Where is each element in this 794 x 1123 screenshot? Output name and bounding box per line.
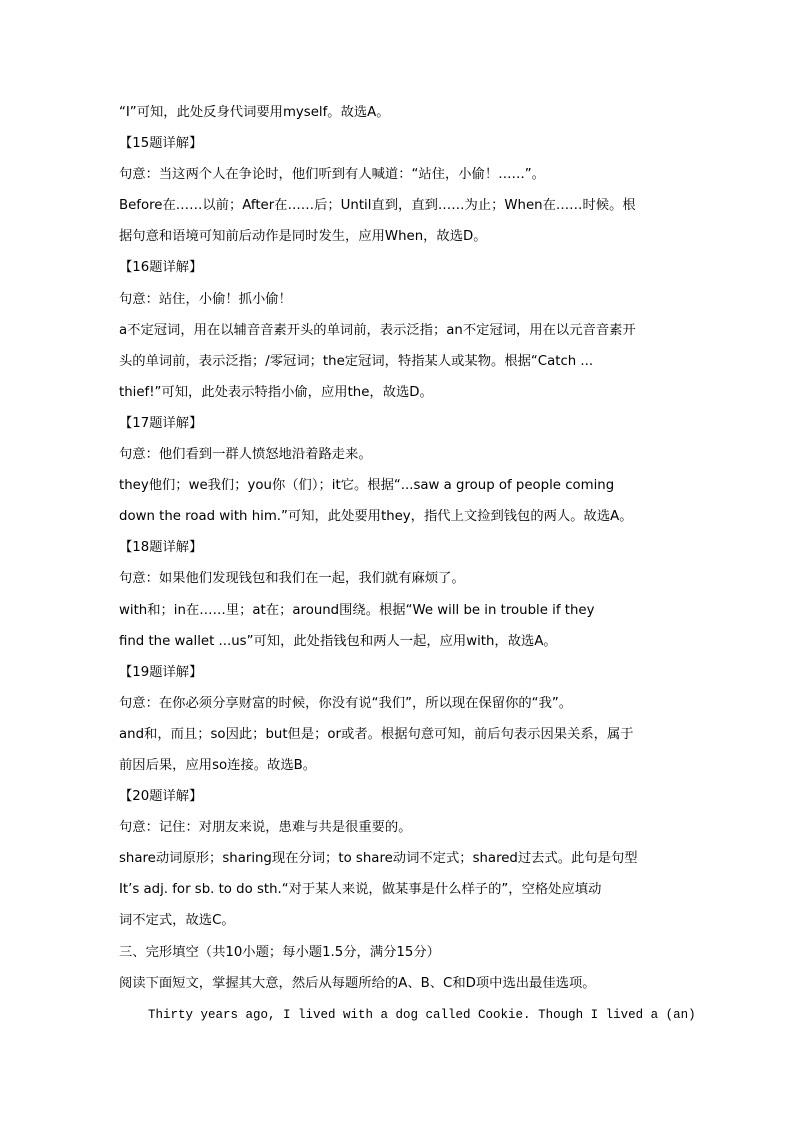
text-line: 句意：如果他们发现钱包和我们在一起，我们就有麻烦了。 [119, 571, 465, 587]
text-line: 句意：记住：对朋友来说，患难与共是很重要的。 [119, 820, 412, 836]
instructions-line: 阅读下面短文，掌握其大意，然后从每题所给的A、B、C和D项中选出最佳选项。 [119, 975, 596, 991]
text-line: 句意：在你必须分享财富的时候，你没有说“我们”，所以现在保留你的“我”。 [119, 695, 573, 711]
text-line: 句意：当这两个人在争论时，他们听到有人喊道：“站住，小偷！……”。 [119, 167, 545, 183]
passage-line: Thirty years ago, I lived with a dog called Cookie. Though I lived a (an) [148, 1007, 696, 1022]
question-heading: 【16题详解】 [119, 260, 203, 276]
question-heading: 【18题详解】 [119, 540, 203, 556]
text-line: 词不定式，故选C。 [119, 913, 235, 929]
text-line: It’s adj. for sb. to do sth.“对于某人来说，做某事是什么样子的”，空格处应填动 [119, 882, 602, 898]
text-line: they他们；we我们；you你（们）；it它。根据“...saw a group of people coming [119, 478, 615, 494]
text-line: 句意：站住，小偷！抓小偷！ [119, 291, 292, 307]
text-line: and和，而且；so因此；but但是；or或者。根据句意可知，前后句表示因果关系，属于 [119, 726, 634, 742]
text-line: share动词原形；sharing现在分词；to share动词不定式；shared过去式。此句是句型 [119, 851, 638, 867]
text-line: find the wallet ...us”可知，此处指钱包和两人一起，应用with，故选A。 [119, 633, 557, 649]
text-line: 前因后果，应用so连接。故选B。 [119, 757, 317, 773]
text-line: 据句意和语境可知前后动作是同时发生，应用When，故选D。 [119, 229, 487, 245]
question-heading: 【19题详解】 [119, 664, 203, 680]
text-line: a不定冠词，用在以辅音音素开头的单词前，表示泛指；an不定冠词，用在以元音音素开 [119, 322, 636, 338]
text-line: with和；in在……里；at在；around围绕。根据“We will be in trouble if they [119, 602, 595, 618]
text-line: down the road with him.”可知，此处要用they，指代上文捡到钱包的两人。故选A。 [119, 509, 633, 525]
question-heading: 【20题详解】 [119, 789, 203, 805]
text-line: Before在……以前；After在……后；Until直到，直到……为止；When在……时候。根 [119, 198, 636, 214]
question-heading: 【17题详解】 [119, 415, 203, 431]
section-heading: 三、完形填空（共10小题；每小题1.5分，满分15分） [119, 944, 440, 960]
text-line: thief!”可知，此处表示特指小偷，应用the，故选D。 [119, 384, 433, 400]
text-line: “I”可知，此处反身代词要用myself。故选A。 [119, 105, 390, 120]
document-page [119, 100, 696, 1033]
text-line: 句意：他们看到一群人愤怒地沿着路走来。 [119, 447, 372, 463]
text-line: 头的单词前，表示泛指；/零冠词；the定冠词，特指某人或某物。根据“Catch ... [119, 353, 594, 369]
question-heading: 【15题详解】 [119, 136, 203, 152]
